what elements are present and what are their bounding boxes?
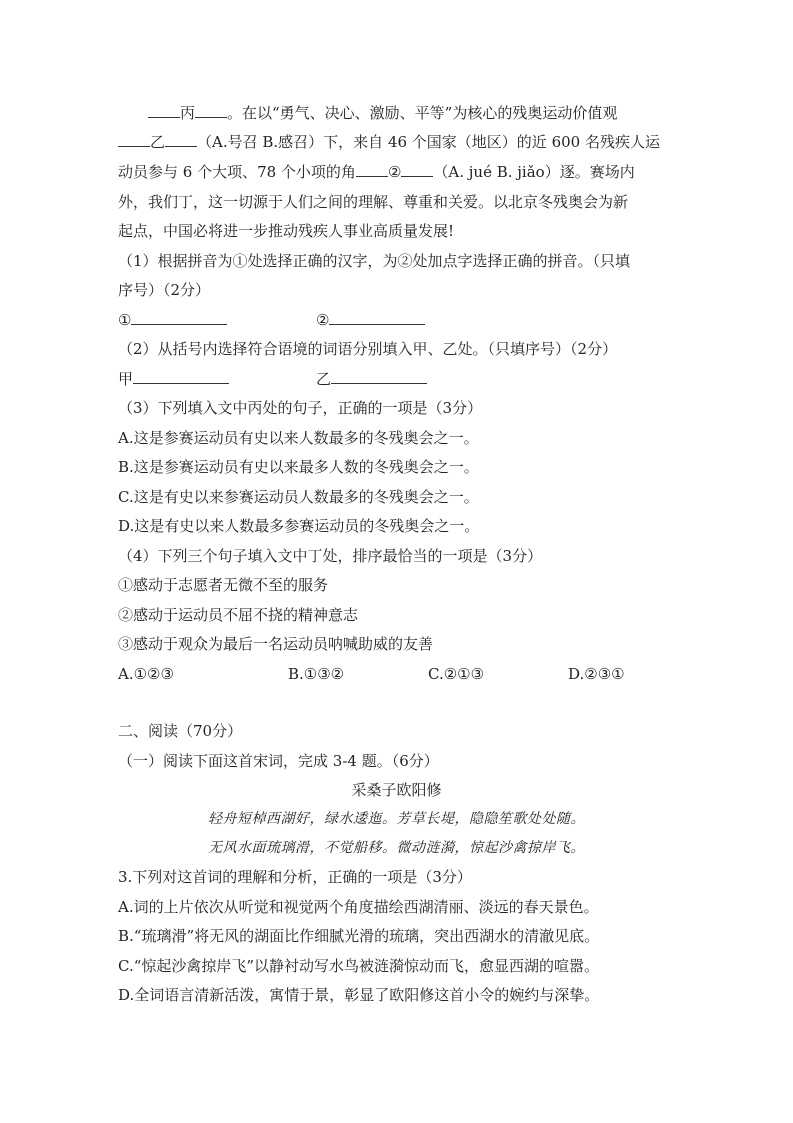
answer-blank[interactable] [331, 369, 427, 384]
poem-line-2: 无风水面琉璃滑，不觉船移。微动涟漪，惊起沙禽掠岸飞。 [208, 840, 585, 856]
question-3-option-a[interactable]: A.这是参赛运动员有史以来人数最多的冬残奥会之一。 [118, 429, 479, 447]
question-4-choice-c[interactable]: C.②①③ [428, 665, 485, 683]
question-4-sentence-1: ①感动于志愿者无微不至的服务 [118, 576, 329, 594]
passage-text: 乙 [150, 133, 166, 151]
passage-text: （A. jué B. jiǎo）逐。赛场内 [433, 163, 635, 181]
answer-blank[interactable] [131, 310, 227, 325]
answer-blank[interactable] [329, 310, 425, 325]
blank [195, 103, 227, 118]
question-4-choice-d[interactable]: D.②③① [568, 665, 625, 683]
passage-line-2 [118, 132, 678, 152]
question-3-option-c[interactable]: C.这是有史以来参赛运动员人数最多的冬残奥会之一。 [118, 488, 479, 506]
answer-label: ② [316, 311, 330, 329]
question-2-text: （2）从括号内选择符合语境的词语分别填入甲、乙处。（只填序号）（2分） [118, 340, 618, 358]
passage-text: 动员参与 6 个大项、78 个小项的角 [118, 163, 356, 181]
poem-line-1: 轻舟短棹西湖好，绿水逶迤。芳草长堤，隐隐笙歌处处随。 [208, 811, 585, 827]
blank [401, 162, 433, 177]
passage-text: 。在以“勇气、决心、激励、平等”为核心的残奥运动价值观 [227, 104, 618, 122]
question-4-choice-b[interactable]: B.①③② [288, 665, 345, 683]
question-4-choices [118, 664, 638, 684]
poem-title: 采桑子欧阳修 [351, 781, 442, 799]
answer-blank[interactable] [133, 369, 229, 384]
question-2-answer-row [118, 369, 678, 389]
passage-text: 丙 [180, 104, 196, 122]
passage-text: （A.号召 B.感召）下，来自 46 个国家（地区）的近 600 名残疾人运 [197, 133, 660, 151]
blank [118, 132, 150, 147]
question-5-option-a[interactable]: A.词的上片依次从听觉和视觉两个角度描绘西湖清丽、淡远的春天景色。 [118, 898, 599, 916]
passage-text: ② [387, 163, 402, 181]
answer-label: ① [118, 311, 132, 329]
passage-line-3 [118, 162, 678, 182]
question-4-text: （4）下列三个句子填入文中丁处，排序最恰当的一项是（3分） [118, 547, 543, 565]
section-subheading: （一）阅读下面这首宋词，完成 3-4 题。（6分） [118, 752, 439, 770]
answer-label: 甲 [118, 370, 134, 388]
question-5-option-d[interactable]: D.全词语言清新活泼，寓情于景，彰显了欧阳修这首小令的婉约与深挚。 [118, 986, 600, 1004]
question-4-choice-a[interactable]: A.①②③ [118, 665, 174, 683]
question-3-option-b[interactable]: B.这是参赛运动员有史以来最多人数的冬残奥会之一。 [118, 458, 479, 476]
question-1-answer-row [118, 310, 678, 330]
question-4-sentence-3: ③感动于观众为最后一名运动员呐喊助威的友善 [118, 635, 434, 653]
question-1-text-cont: 序号）（2分） [118, 281, 211, 299]
answer-label: 乙 [316, 370, 332, 388]
blank [165, 132, 197, 147]
passage-line-5: 起点，中国必将进一步推动残疾人事业高质量发展! [118, 222, 455, 240]
question-5-option-b[interactable]: B.“琉璃滑”将无风的湖面比作细腻光滑的琉璃，突出西湖水的清澈见底。 [118, 927, 600, 945]
question-5-text: 3.下列对这首词的理解和分析，正确的一项是（3分） [118, 868, 472, 886]
question-5-option-c[interactable]: C.“惊起沙禽掠岸飞”以静衬动写水鸟被涟漪惊动而飞，愈显西湖的喧嚣。 [118, 957, 600, 975]
question-1-text: （1）根据拼音为①处选择正确的汉字，为②处加点字选择正确的拼音。（只填 [118, 252, 631, 270]
passage-line-1 [148, 103, 708, 123]
question-4-sentence-2: ②感动于运动员不屈不挠的精神意志 [118, 606, 359, 624]
section-heading: 二、阅读（70分） [118, 722, 243, 740]
question-3-option-d[interactable]: D.这是有史以来人数最多参赛运动员的冬残奥会之一。 [118, 517, 480, 535]
blank [356, 162, 388, 177]
blank [148, 103, 180, 118]
question-3-text: （3）下列填入文中丙处的句子，正确的一项是（3分） [118, 399, 483, 417]
passage-line-4: 外，我们丁，这一切源于人们之间的理解、尊重和关爱。以北京冬残奥会为新 [118, 193, 629, 211]
